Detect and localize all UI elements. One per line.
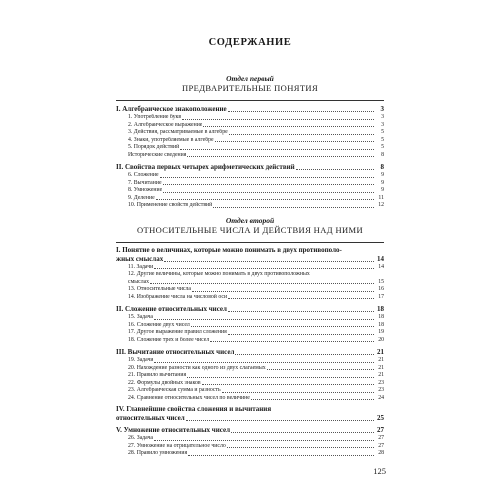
toc-item-label: 23. Алгебраическая сумма и разность (128, 387, 221, 393)
toc-page: 3 (381, 114, 384, 120)
part-2-name: Отдел второй (225, 215, 275, 225)
toc-section-label: V. Умножение относительных чисел (116, 426, 231, 434)
dot-leader (228, 334, 374, 335)
dot-leader (150, 283, 374, 284)
part-1-title: ПРЕДВАРИТЕЛЬНЫЕ ПОНЯТИЯ (181, 83, 319, 93)
dot-leader (215, 141, 374, 142)
toc-item[interactable] (116, 365, 384, 373)
dot-leader (182, 119, 374, 120)
toc-page: 20 (378, 336, 384, 343)
toc-page: 27 (377, 426, 384, 434)
toc-item[interactable] (116, 322, 384, 330)
toc-item-label: 21. Правило вычитания (128, 372, 187, 378)
toc-item-label: 10. Применение свойств действий (128, 202, 213, 208)
dot-leader (229, 134, 374, 135)
toc-item-label: 5. Порядок действий (128, 144, 180, 150)
toc-item[interactable] (116, 195, 384, 203)
toc-item-label: 3. Действия, рассматриваемые в алгебре (128, 129, 228, 135)
dot-leader (228, 111, 374, 112)
toc-section[interactable] (116, 104, 384, 114)
toc-item-label: 15. Задача (128, 314, 153, 320)
toc-page: 25 (377, 414, 384, 422)
toc-item[interactable] (116, 337, 384, 345)
dot-leader (154, 268, 374, 269)
part-2-title: ОТНОСИТЕЛЬНЫЕ ЧИСЛА И ДЕЙСТВИЯ НАД НИМИ (136, 224, 364, 235)
toc-page: 28 (378, 450, 384, 456)
toc-item-label: 27. Умножение на отрицательное число (128, 442, 226, 449)
toc-item[interactable] (116, 357, 384, 365)
toc-item-label: 7. Вычитание (128, 179, 162, 186)
dot-leader (251, 399, 374, 400)
toc-item[interactable] (116, 372, 384, 380)
toc-item-label: 1. Употребление букв (128, 114, 182, 120)
divider (116, 100, 384, 101)
toc-item[interactable] (116, 122, 384, 130)
toc-section-label: III. Вычитание относительных чисел (116, 348, 235, 356)
toc-item-label: 24. Сравнение относительных чисел по величине (128, 394, 250, 401)
toc-section[interactable] (116, 405, 384, 423)
dot-leader (154, 362, 374, 363)
toc-page: 17 (378, 293, 384, 300)
table-of-contents (116, 36, 384, 458)
toc-item-label: 13. Относительные числа (128, 286, 191, 292)
dot-leader (296, 169, 374, 170)
toc-item-label: 17. Другое выражение правил сложения (128, 329, 227, 335)
dot-leader (187, 156, 374, 157)
toc-section-label-cont: относительных чисел (116, 414, 185, 422)
toc-page: 21 (378, 372, 384, 378)
toc-page: 24 (378, 394, 384, 401)
dot-leader (180, 149, 374, 150)
dot-leader (235, 354, 374, 355)
divider (116, 242, 384, 243)
toc-item[interactable] (116, 271, 384, 286)
dot-leader (163, 192, 374, 193)
dot-leader (156, 199, 374, 200)
toc-item-label: 20. Нахождение разности как одного из двух слагаемых (128, 364, 266, 371)
toc-item[interactable] (116, 137, 384, 145)
page-title: СОДЕРЖАНИЕ (208, 37, 292, 48)
dot-leader (213, 207, 374, 208)
toc-item-label: 19. Задачи (128, 357, 154, 363)
toc-page: 18 (378, 321, 384, 328)
toc-page: 21 (378, 364, 384, 371)
page-number: 125 (373, 466, 386, 476)
dot-leader (187, 377, 374, 378)
toc-page: 23 (378, 387, 384, 393)
toc-page: 5 (381, 136, 384, 143)
toc-page: 8 (381, 151, 384, 158)
dot-leader (164, 261, 374, 262)
toc-item[interactable] (116, 387, 384, 395)
toc-item[interactable] (116, 114, 384, 122)
toc-item[interactable] (116, 395, 384, 403)
toc-section-label: II. Свойства первых четырех арифметических действий (116, 163, 295, 171)
toc-item[interactable] (116, 450, 384, 458)
toc-item[interactable] (116, 202, 384, 210)
toc-item[interactable] (116, 152, 384, 160)
toc-item[interactable] (116, 187, 384, 195)
dot-leader (202, 384, 374, 385)
toc-page: 5 (381, 144, 384, 150)
toc-item-label: 11. Задачи (128, 263, 154, 270)
dot-leader (160, 177, 374, 178)
toc-page: 16 (378, 286, 384, 292)
dot-leader (210, 341, 374, 342)
toc-page: 9 (381, 172, 384, 178)
toc-page: 8 (380, 163, 384, 171)
toc-section-label: IV. Главнейшие свойства сложения и вычитания (116, 405, 272, 413)
toc-page: 14 (377, 254, 384, 263)
toc-page: 21 (377, 348, 384, 356)
toc-page: 14 (378, 263, 384, 270)
toc-section-label: I. Понятие о величинах, которые можно понимать в двух противополо- (116, 245, 342, 254)
toc-section[interactable] (116, 347, 384, 357)
toc-item[interactable] (116, 314, 384, 322)
toc-item[interactable] (116, 443, 384, 451)
toc-item-label: 12. Другие величины, которые можно понимать в двух противоположных (128, 271, 310, 277)
toc-item-label: 2. Алгебраическое выражение (128, 121, 203, 128)
dot-leader (188, 455, 374, 456)
toc-page: 18 (377, 305, 384, 313)
dot-leader (191, 326, 374, 327)
toc-page: 21 (378, 357, 384, 363)
dot-leader (154, 440, 374, 441)
toc-page: 9 (381, 179, 384, 186)
toc-page: 9 (381, 187, 384, 193)
toc-page: 27 (378, 442, 384, 449)
dot-leader (203, 126, 374, 127)
toc-page: 18 (378, 314, 384, 320)
toc-page: 19 (378, 329, 384, 335)
toc-item-label: 14. Изображение числа на числовой оси (128, 293, 228, 300)
dot-leader (163, 184, 374, 185)
toc-section-label-cont: жных смыслах (116, 254, 164, 263)
toc-page: 5 (381, 129, 384, 135)
dot-leader (228, 298, 374, 299)
toc-section[interactable] (116, 246, 384, 264)
toc-page: 27 (378, 435, 384, 441)
toc-item-label: 26. Задача (128, 435, 153, 441)
toc-item-label: 8. Умножение (128, 187, 163, 193)
dot-leader (231, 432, 374, 433)
toc-item[interactable] (116, 329, 384, 337)
toc-item[interactable] (116, 294, 384, 302)
part-1-name: Отдел первый (226, 74, 274, 83)
toc-item-label: 28. Правило умножения (128, 450, 188, 456)
dot-leader (186, 420, 374, 421)
toc-page: 3 (380, 105, 384, 113)
toc-section-label: I. Алгебраическое знакоположение (116, 105, 227, 113)
dot-leader (227, 447, 374, 448)
toc-item-label: 4. Знаки, употребляемые в алгебре (128, 136, 214, 143)
toc-item[interactable] (116, 180, 384, 188)
toc-item-label-cont: смыслах (128, 278, 150, 285)
toc-item[interactable] (116, 286, 384, 294)
toc-page: 11 (378, 194, 384, 201)
toc-section[interactable] (116, 304, 384, 314)
toc-item-label: 9. Деление (128, 194, 155, 201)
toc-item-label: 18. Сложение трех и более чисел (128, 336, 210, 343)
toc-section[interactable] (116, 162, 384, 172)
toc-section[interactable] (116, 425, 384, 435)
toc-item-label: Исторические сведения (128, 151, 187, 158)
toc-item-label: 6. Сложение (128, 172, 159, 178)
toc-item[interactable] (116, 380, 384, 388)
dot-leader (154, 319, 374, 320)
dot-leader (222, 392, 374, 393)
toc-item[interactable] (116, 129, 384, 137)
toc-item[interactable] (116, 144, 384, 152)
toc-item[interactable] (116, 264, 384, 272)
dot-leader (267, 369, 374, 370)
dot-leader (228, 311, 374, 312)
toc-page: 23 (378, 379, 384, 386)
toc-item[interactable] (116, 172, 384, 180)
dot-leader (192, 291, 374, 292)
toc-page: 3 (381, 121, 384, 128)
toc-page: 12 (378, 202, 384, 208)
toc-item-label: 16. Сложение двух чисел (128, 321, 190, 328)
toc-item[interactable] (116, 435, 384, 443)
toc-section-label: II. Сложение относительных чисел (116, 305, 227, 313)
toc-item-label: 22. Формулы двойных знаков (128, 379, 201, 386)
toc-page: 15 (378, 278, 384, 285)
